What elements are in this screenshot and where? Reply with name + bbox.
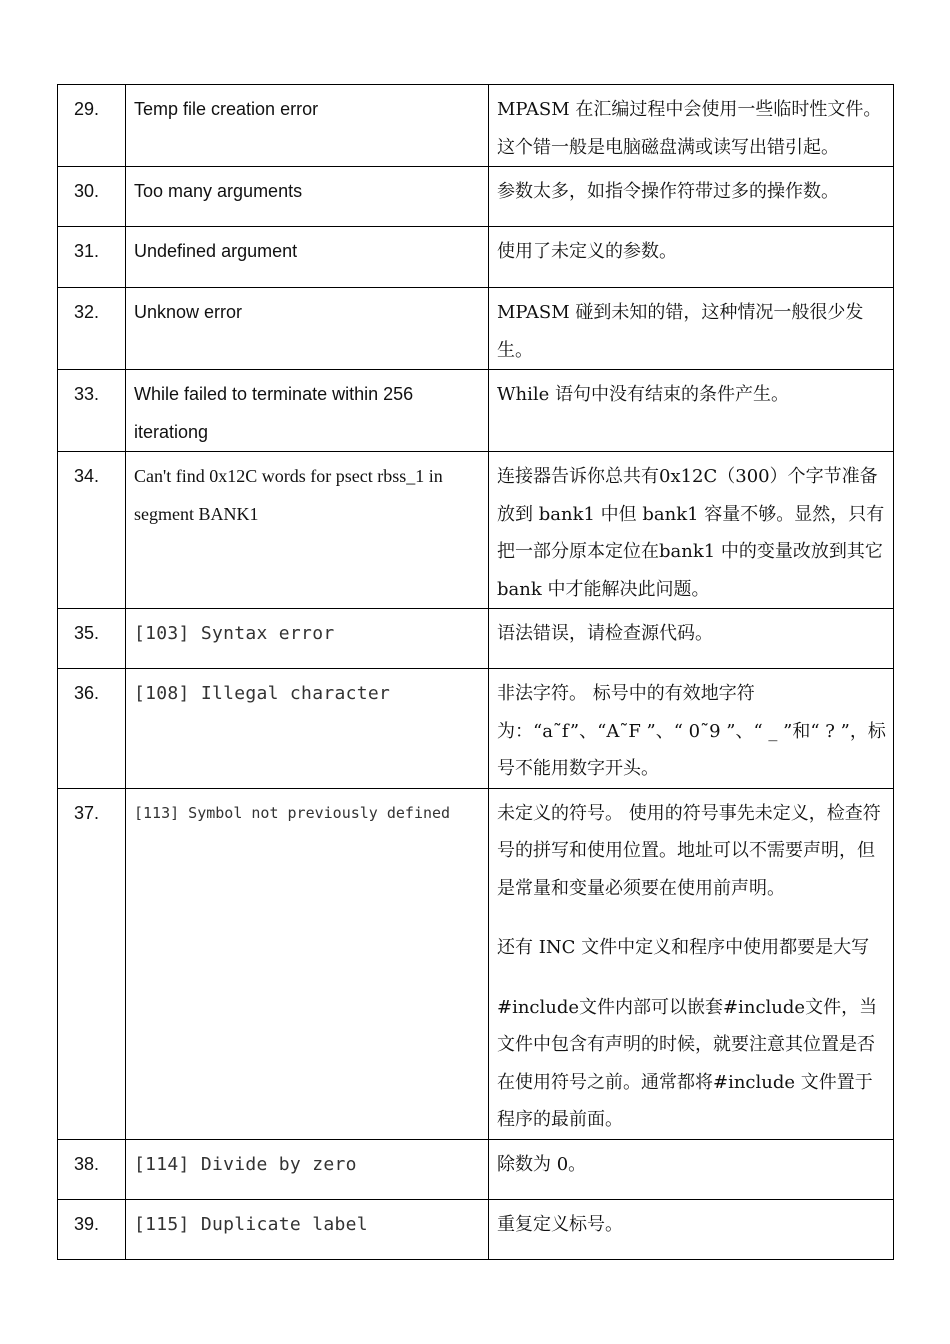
table-row — [58, 1139, 894, 1199]
table-row — [58, 370, 894, 452]
row-number: 31. — [58, 227, 126, 288]
description-paragraph: 重复定义标号。 — [497, 1213, 623, 1235]
error-table — [57, 84, 894, 1260]
error-message: [113] Symbol not previously defined — [126, 788, 489, 1139]
error-message: Can't find 0x12C words for psect rbss_1 in segment BANK1 — [126, 452, 489, 609]
row-number: 38. — [58, 1139, 126, 1199]
error-description — [489, 669, 894, 789]
table-row — [58, 167, 894, 227]
description-paragraph: 还有 INC 文件中定义和程序中使用都要是大写 — [497, 937, 870, 958]
table-row — [58, 85, 894, 167]
table-row — [58, 1199, 894, 1259]
description-paragraph: MPASM 在汇编过程中会使用一些临时性文件。这个错一般是电脑磁盘满或读写出错引起。 — [497, 99, 882, 158]
table-row — [58, 452, 894, 609]
description-paragraph: MPASM 碰到未知的错，这种情况一般很少发生。 — [497, 302, 864, 361]
row-number: 32. — [58, 288, 126, 370]
table-row — [58, 788, 894, 1139]
row-number: 34. — [58, 452, 126, 609]
error-description — [489, 1199, 894, 1259]
error-message: Unknow error — [126, 288, 489, 370]
error-message: Temp file creation error — [126, 85, 489, 167]
error-description — [489, 452, 894, 609]
row-number: 35. — [58, 609, 126, 669]
description-paragraph: 使用了未定义的参数。 — [497, 241, 677, 262]
error-description — [489, 167, 894, 227]
row-number: 36. — [58, 669, 126, 789]
error-description — [489, 788, 894, 1139]
error-description — [489, 227, 894, 288]
description-paragraph: 连接器告诉你总共有0x12C（300）个字节准备放到 bank1 中但 bank1 容量不够。显然，只有把一部分原本定位在bank1 中的变量改放到其它 bank 中才能解决此问题。 — [497, 466, 885, 600]
description-paragraph: 非法字符。 标号中的有效地字符为：“a˜f”、“A˜F ”、“ 0˜9 ”、“ _ ”和“ ? ”，标号不能用数字开头。 — [497, 683, 886, 779]
table-row — [58, 609, 894, 669]
row-number: 37. — [58, 788, 126, 1139]
description-paragraph: #include文件内部可以嵌套#include文件，当文件中包含有声明的时候，就要注意其位置是否在使用符号之前。通常都将#include 文件置于程序的最前面。 — [497, 996, 878, 1130]
row-number: 30. — [58, 167, 126, 227]
error-description — [489, 288, 894, 370]
error-message: While failed to terminate within 256 iterationg — [126, 370, 489, 452]
error-message: [103] Syntax error — [126, 609, 489, 669]
description-paragraph: While 语句中没有结束的条件产生。 — [497, 384, 789, 405]
error-message: [114] Divide by zero — [126, 1139, 489, 1199]
row-number: 39. — [58, 1199, 126, 1259]
error-message: Undefined argument — [126, 227, 489, 288]
table-row — [58, 288, 894, 370]
error-description — [489, 370, 894, 452]
error-description — [489, 85, 894, 167]
table-row — [58, 669, 894, 789]
description-paragraph: 未定义的符号。 使用的符号事先未定义，检查符号的拼写和使用位置。地址可以不需要声明，但是常量和变量必须要在使用前声明。 — [497, 802, 881, 899]
row-number: 33. — [58, 370, 126, 452]
description-paragraph: 语法错误，请检查源代码。 — [497, 623, 713, 644]
error-message: [115] Duplicate label — [126, 1199, 489, 1259]
error-description — [489, 609, 894, 669]
error-message: [108] Illegal character — [126, 669, 489, 789]
description-paragraph: 参数太多，如指令操作符带过多的操作数。 — [497, 181, 839, 202]
description-paragraph: 除数为 0。 — [497, 1153, 587, 1175]
table-row — [58, 227, 894, 288]
error-description — [489, 1139, 894, 1199]
row-number: 29. — [58, 85, 126, 167]
error-message: Too many arguments — [126, 167, 489, 227]
